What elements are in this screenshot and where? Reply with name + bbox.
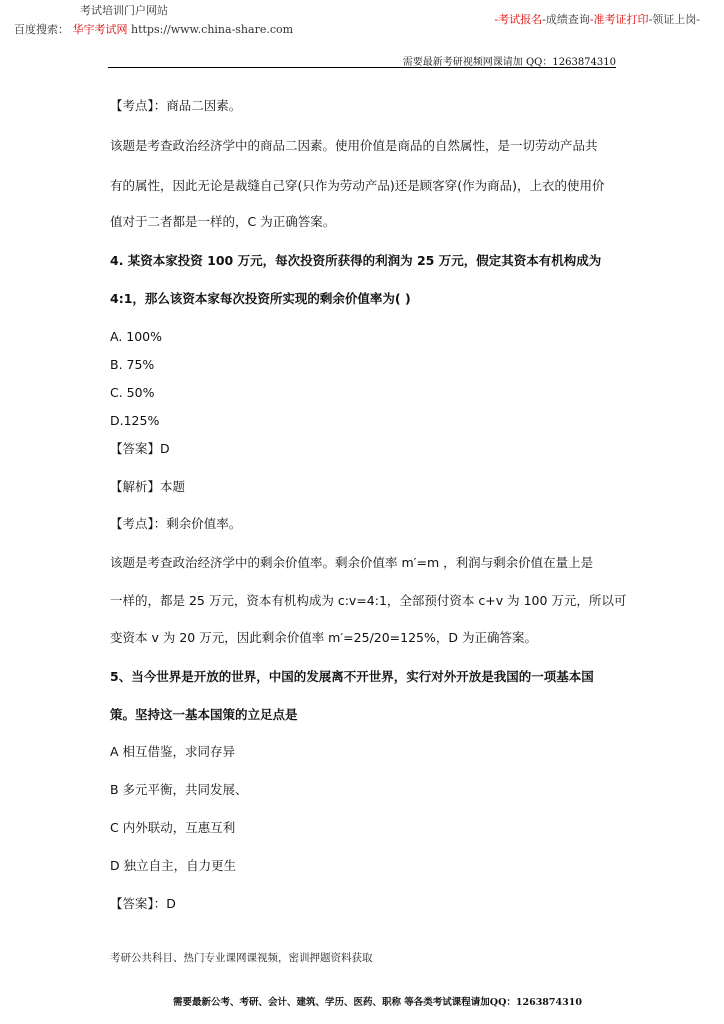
option-4a: A. 100% <box>110 329 163 344</box>
option-5d: D 独立自主，自力更生 <box>110 858 237 873</box>
analysis-1-line-3: 值对于二者都是一样的，C 为正确答案。 <box>110 214 336 229</box>
analysis-1-line-1: 该题是考查政治经济学中的商品二因素。使用价值是商品的自然属性，是一切劳动产品共 <box>110 138 598 153</box>
option-5a: A 相互借鉴，求同存异 <box>110 744 236 759</box>
analysis-4-line-1: 该题是考查政治经济学中的剩余价值率。剩余价值率 m′=m ，利润与剩余价值在量上是 <box>110 555 594 570</box>
analysis-4-line-2: 一样的，都是 25 万元，资本有机构成为 c:v=4:1，全部预付资本 c+v 为 100 万元，所以可 <box>110 593 627 608</box>
jiexi-4: 【解析】本题 <box>110 479 186 494</box>
top-nav <box>494 11 700 27</box>
kaodian-1: 【考点】：商品二因素。 <box>110 98 242 113</box>
answer-5: 【答案】：D <box>110 896 176 911</box>
search-brand-link[interactable]: 华宇考试网 <box>72 23 128 36</box>
kaodian-4: 【考点】：剩余价值率。 <box>110 516 242 531</box>
nav-link-certificate[interactable]: -领证上岗- <box>648 13 700 26</box>
option-4c: C. 50% <box>110 385 155 400</box>
question-4-line-2: 4:1，那么该资本家每次投资所实现的剩余价值率为( ) <box>110 291 411 306</box>
option-5b: B 多元平衡，共同发展、 <box>110 782 248 797</box>
answer-4: 【答案】D <box>110 441 170 456</box>
search-prefix: 百度搜索： <box>14 23 69 36</box>
header-note: 需要最新考研视频网课请加 QQ：1263874310 <box>402 57 616 68</box>
search-hint <box>14 21 293 37</box>
header-rule <box>108 67 616 68</box>
option-5c: C 内外联动，互惠互利 <box>110 820 236 835</box>
question-5-line-2: 策。坚持这一基本国策的立足点是 <box>110 707 298 722</box>
option-4b: B. 75% <box>110 357 155 372</box>
footer-contact: 需要最新公考、考研、会计、建筑、学历、医药、职称 等各类考试课程请加QQ：1263874310 <box>173 997 582 1008</box>
analysis-4-line-3: 变资本 v 为 20 万元，因此剩余价值率 m′=25/20=125%，D 为正确答案。 <box>110 630 537 645</box>
question-4-line-1: 4. 某资本家投资 100 万元，每次投资所获得的利润为 25 万元，假定其资本有机构成为 <box>110 253 602 268</box>
nav-link-scores[interactable]: -成绩查询 <box>542 13 590 26</box>
site-name: 考试培训门户网站 <box>80 4 168 17</box>
nav-link-admission-ticket[interactable]: -准考证打印 <box>589 13 649 26</box>
site-url-link[interactable]: https://www.china-share.com <box>131 23 294 36</box>
option-4d: D.125% <box>110 413 160 428</box>
question-5-line-1: 5、当今世界是开放的世界，中国的发展离不开世界，实行对外开放是我国的一项基本国 <box>110 669 594 684</box>
footer-note: 考研公共科目、热门专业课网课视频，密训押题资料获取 <box>110 952 373 964</box>
analysis-1-line-2: 有的属性，因此无论是裁缝自己穿(只作为劳动产品)还是顾客穿(作为商品)，上衣的使用价 <box>110 178 605 193</box>
nav-link-register[interactable]: -考试报名 <box>494 13 543 26</box>
